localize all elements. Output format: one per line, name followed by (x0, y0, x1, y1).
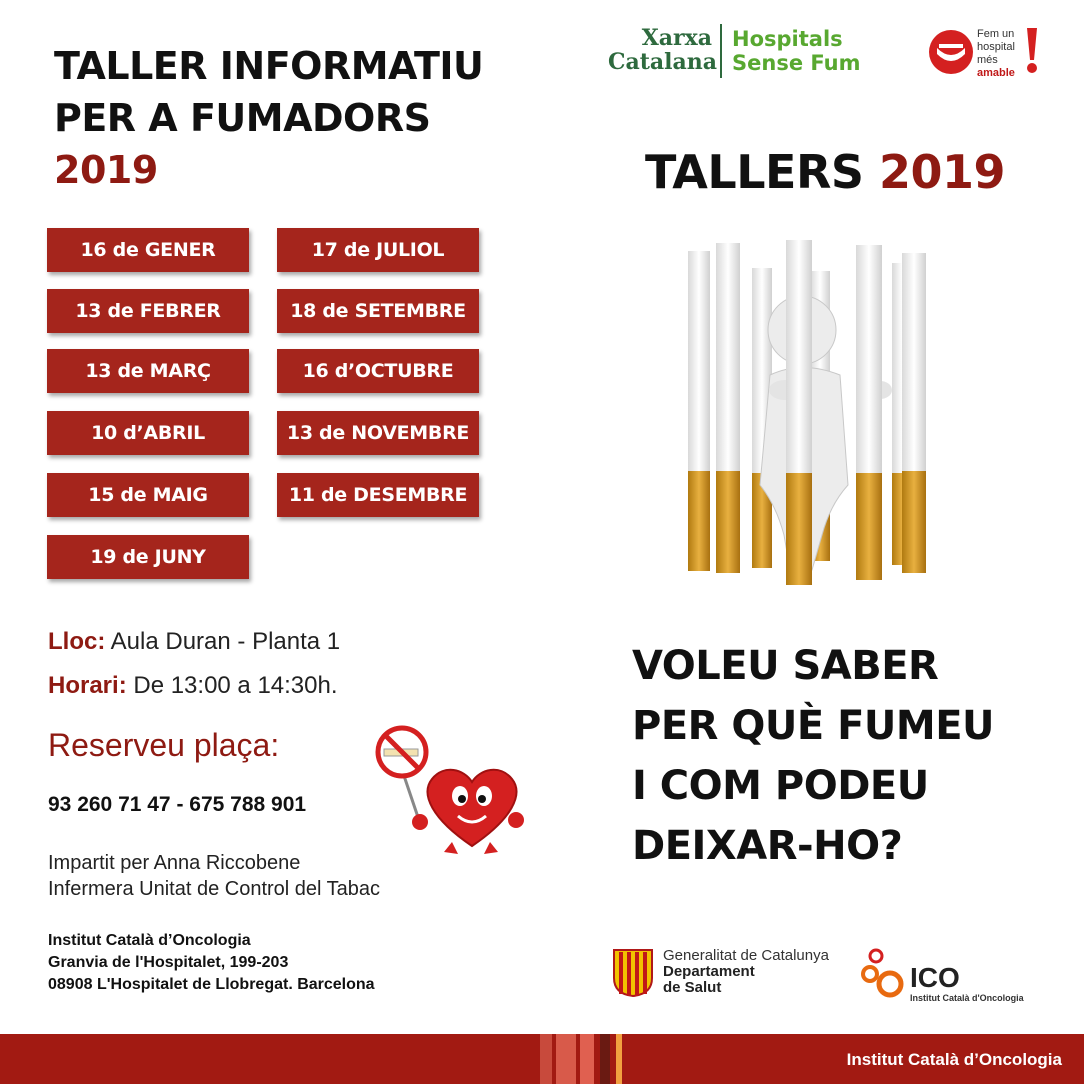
tallers-year: 2019 (879, 145, 1006, 199)
question-line-3: I COM PODEU (632, 763, 929, 809)
generalitat-logo-icon (612, 948, 654, 998)
date-button: 15 de MAIG (47, 473, 249, 517)
footer-stripe (616, 1034, 622, 1084)
heart-mascot-icon (372, 724, 532, 859)
xarxa-catalana-logo (608, 25, 718, 75)
schedule-value: De 13:00 a 14:30h. (126, 672, 338, 699)
title-line-2: PER A FUMADORS (54, 96, 431, 140)
instructor-role: Infermera Unitat de Control del Tabac (48, 878, 381, 900)
gen-line-3: de Salut (663, 979, 722, 996)
date-button: 13 de NOVEMBRE (277, 411, 479, 455)
xarxa-line-1: Xarxa (641, 25, 712, 51)
ico-logo-icon (860, 948, 908, 1000)
date-button: 19 de JUNY (47, 535, 249, 579)
date-button: 18 de SETEMBRE (277, 289, 479, 333)
question-text (632, 636, 994, 876)
fem-line-1: Fem un (977, 28, 1015, 40)
date-button: 13 de MARÇ (47, 349, 249, 393)
footer-text: Institut Català d’Oncologia (846, 1050, 1062, 1069)
footer-stripe (556, 1034, 576, 1084)
fem-line-3: més (977, 54, 998, 66)
address-line-2: Granvia de l'Hospitalet, 199-203 (48, 954, 289, 971)
ico-logo-name: ICO (910, 962, 960, 993)
page-title (54, 40, 483, 196)
tallers-word: TALLERS (645, 145, 864, 199)
tallers-heading (645, 145, 1005, 199)
footer-stripe (600, 1034, 610, 1084)
smile-logo-icon (927, 28, 975, 76)
instructor-name: Impartit per Anna Riccobene (48, 852, 301, 874)
exclamation-icon (1024, 28, 1040, 74)
hsf-line-2: Sense Fum (732, 51, 861, 75)
date-button: 13 de FEBRER (47, 289, 249, 333)
address-line-3: 08908 L'Hospitalet de Llobregat. Barcelona (48, 976, 375, 993)
gen-line-1: Generalitat de Catalunya (663, 947, 829, 964)
gen-line-2: Departament (663, 963, 755, 980)
address-block (48, 930, 375, 996)
title-line-1: TALLER INFORMATIU (54, 44, 484, 88)
date-button: 10 d’ABRIL (47, 411, 249, 455)
question-line-1: VOLEU SABER (632, 643, 939, 689)
date-button: 11 de DESEMBRE (277, 473, 479, 517)
fem-line-2: hospital (977, 41, 1015, 53)
question-line-2: PER QUÈ FUMEU (632, 703, 995, 749)
footer-stripe (540, 1034, 552, 1084)
cigarette-cage-illustration (680, 235, 940, 590)
fem-hospital-logo-text (977, 28, 1015, 80)
question-line-4: DEIXAR-HO? (632, 823, 903, 869)
location-info (48, 628, 340, 656)
location-label: Lloc: (48, 628, 106, 655)
reserve-heading: Reserveu plaça: (48, 727, 280, 763)
date-button: 16 de GENER (47, 228, 249, 272)
date-button: 16 d’OCTUBRE (277, 349, 479, 393)
schedule-label: Horari: (48, 672, 127, 699)
title-year: 2019 (54, 148, 158, 192)
hospitals-sense-fum-logo (732, 27, 861, 75)
instructor-info (48, 850, 380, 902)
logo-divider (720, 24, 722, 78)
ico-logo-subtitle: Institut Català d'Oncologia (910, 993, 1024, 1003)
xarxa-line-2: Catalana (608, 49, 718, 75)
location-value: Aula Duran - Planta 1 (105, 628, 341, 655)
generalitat-logo-text (663, 948, 829, 996)
fem-line-4: amable (977, 67, 1015, 79)
schedule-info (48, 672, 338, 700)
address-line-1: Institut Català d’Oncologia (48, 932, 251, 949)
hsf-line-1: Hospitals (732, 27, 843, 51)
date-button: 17 de JULIOL (277, 228, 479, 272)
phone-numbers: 93 260 71 47 - 675 788 901 (48, 793, 307, 816)
footer-stripe (580, 1034, 594, 1084)
